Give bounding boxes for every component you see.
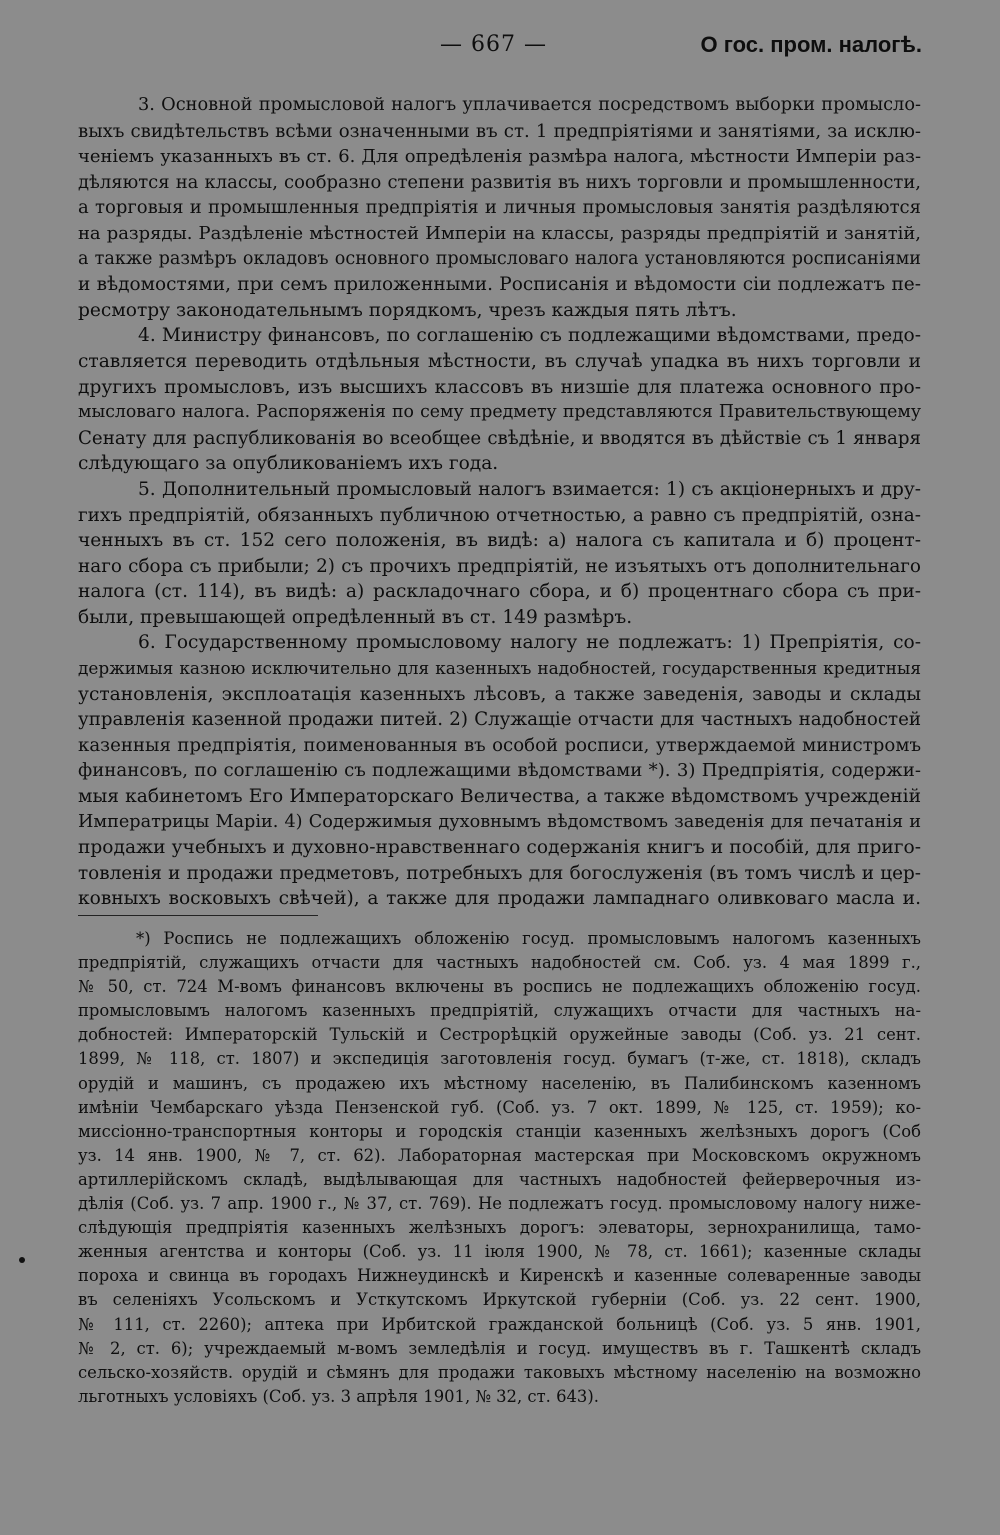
text-line: управленія казенной продажи питей. 2) Служащіе отчасти для частныхъ надобностей xyxy=(78,709,921,731)
footnote-line: дѣлія (Соб. уз. 7 апр. 1900 г., № 37, ст. 769). Не подлежатъ госуд. промысловому налогу ниже- xyxy=(78,1194,921,1214)
footnote-line: № 50, ст. 724 М-вомъ финансовъ включены въ роспись не подлежащихъ обложенію госуд. xyxy=(78,977,921,997)
text-line: а также размѣръ окладовъ основного промысловаго налога установляются росписаніями xyxy=(78,248,921,269)
text-line: налога (ст. 114), въ видѣ: а) раскладочнаго сбора, и б) процентнаго сбора съ при- xyxy=(78,581,921,603)
footnote-line: № 2, ст. 6); учреждаемый м-вомъ земледѣлія и госуд. имуществъ въ г. Ташкентѣ складъ xyxy=(78,1338,921,1358)
text-line: финансовъ, по соглашенію съ подлежащими вѣдомствами *). 3) Предпріятія, содержи- xyxy=(78,760,921,782)
footnote-line: добностей: Императорскій Тульскій и Сестрорѣцкій оружейные заводы (Соб. уз. 21 сент. xyxy=(78,1025,921,1045)
footnote-line: орудій и машинъ, съ продажею ихъ мѣстному населенію, въ Палибинскомъ казенномъ xyxy=(78,1073,921,1093)
text-line: выхъ свидѣтельствъ всѣми означенными въ ст. 1 предпріятіями и занятіями, за исклю- xyxy=(78,120,921,142)
footnote-line: сельско-хозяйств. орудій и сѣмянъ для продажи таковыхъ мѣстному населенію на возможно xyxy=(78,1362,921,1382)
footnote-line: артиллерійскомъ складѣ, выдѣлывающая для частныхъ надобностей фейерверочныя из- xyxy=(78,1169,921,1189)
text-line: другихъ промысловъ, изъ высшихъ классовъ въ низшіе для платежа основного про- xyxy=(78,376,921,398)
footnote-line: слѣдующія предпріятія казенныхъ желѣзныхъ дорогъ: элеваторы, зернохранилища, тамо- xyxy=(78,1218,921,1238)
text-line: на разряды. Раздѣленіе мѣстностей Имперіи на классы, разряды предпріятій и занятій, xyxy=(78,222,921,244)
text-line: 4. Министру финансовъ, по соглашенію съ подлежащими вѣдомствами, предо- xyxy=(138,325,921,347)
text-line: Императрицы Маріи. 4) Содержимыя духовнымъ вѣдомствомъ заведенія для печатанія и xyxy=(78,811,921,832)
footnote-line: предпріятій, служащихъ отчасти для частныхъ надобностей см. Соб. уз. 4 мая 1899 г., xyxy=(78,953,921,973)
footnote-line: уз. 14 янв. 1900, № 7, ст. 62). Лабораторная мастерская при Московскомъ окружномъ xyxy=(78,1145,921,1165)
text-line: держимыя казною исключительно для казенныхъ надобностей, государственныя кредитныя xyxy=(78,658,921,679)
text-line: наго сбора съ прибыли; 2) съ прочихъ предпріятій, не изъятыхъ отъ дополнительнаго xyxy=(78,555,921,577)
footnote-line: *) Роспись не подлежащихъ обложенію госуд. промысловымъ налогомъ казенныхъ xyxy=(136,929,921,948)
footnote-line: пороха и свинца въ городахъ Нижнеудинскѣ и Киренскѣ и казенные солеваренные заводы xyxy=(78,1266,921,1286)
footnote-line: миссіонно-транспортныя конторы и городскія станціи казенныхъ желѣзныхъ дорогъ (Соб xyxy=(78,1121,921,1141)
text-line: гихъ предпріятій, обязанныхъ публичною отчетностью, а равно съ предпріятій, озна- xyxy=(78,504,921,526)
text-line: мыя кабинетомъ Его Императорскаго Величества, а также вѣдомствомъ учрежденій xyxy=(78,786,921,808)
footnote-rule xyxy=(78,915,318,916)
text-line: Сенату для распубликованія во всеобщее свѣдѣніе, и вводятся въ дѣйствіе съ 1 января xyxy=(78,427,921,449)
text-line: ченіемъ указанныхъ въ ст. 6. Для опредѣленія размѣра налога, мѣстности Имперіи раз- xyxy=(78,146,921,168)
text-line: товленія и продажи предметовъ, потребныхъ для богослуженія (въ томъ числѣ и цер- xyxy=(78,862,921,884)
running-head: О гос. пром. налогѣ. xyxy=(700,32,922,57)
text-line: ковныхъ восковыхъ свѣчей), а также для продажи лампаднаго оливковаго масла и. xyxy=(78,888,921,910)
text-line: ресмотру законодательнымъ порядкомъ, чрезъ каждыя пять лѣтъ. xyxy=(78,299,737,321)
text-line: ченныхъ въ ст. 152 сего положенія, въ видѣ: а) налога съ капитала и б) процент- xyxy=(78,530,921,552)
text-line: продажи учебныхъ и духовно-нравственнаго содержанія книгъ и пособій, для приго- xyxy=(78,837,921,859)
text-line: установленія, эксплоатація казенныхъ лѣсовъ, а также заведенія, заводы и склады xyxy=(78,683,921,705)
text-line: слѣдующаго за опубликованіемъ ихъ года. xyxy=(78,453,499,475)
text-line: 3. Основной промысловой налогъ уплачивается посредствомъ выборки промысло- xyxy=(138,95,921,115)
text-line: ставляется переводить отдѣльныя мѣстности, въ случаѣ упадка въ нихъ торговли и xyxy=(78,350,921,372)
text-line: были, превышающей опредѣленный въ ст. 149 размѣръ. xyxy=(78,606,633,628)
footnote-line: № 111, ст. 2260); аптека при Ирбитской гражданской больницѣ (Соб. уз. 5 янв. 1901, xyxy=(78,1314,921,1334)
footnote-line: 1899, № 118, ст. 1807) и экспедиція заготовленія госуд. бумагъ (т-же, ст. 1818), складъ xyxy=(78,1049,921,1069)
text-line: казенныя предпріятія, поименованныя въ особой росписи, утверждаемой министромъ xyxy=(78,734,921,756)
text-line: а торговыя и промышленныя предпріятія и личныя промысловыя занятія раздѣляются xyxy=(78,197,921,219)
main-text xyxy=(78,93,921,912)
page-header xyxy=(0,30,1000,64)
footnote-line: женныя агентства и конторы (Соб. уз. 11 іюля 1900, № 78, ст. 1661); казенные склады xyxy=(78,1242,921,1262)
footnote-line: въ селеніяхъ Усольскомъ и Усткутскомъ Иркутской губерніи (Соб. уз. 22 сент. 1900, xyxy=(78,1290,921,1310)
text-line: и вѣдомостями, при семъ приложенными. Росписанія и вѣдомости сіи подлежатъ пе- xyxy=(78,274,921,296)
text-line: 6. Государственному промысловому налогу не подлежатъ: 1) Препріятія, со- xyxy=(138,632,921,654)
page-number: — 667 — xyxy=(440,32,547,57)
footnote-line: льготныхъ условіяхъ (Соб. уз. 3 апрѣля 1901, № 32, ст. 643). xyxy=(78,1386,599,1406)
footnote-line: имѣніи Чембарскаго уѣзда Пензенской губ. (Соб. уз. 7 окт. 1899, № 125, ст. 1959); ко- xyxy=(78,1097,921,1117)
text-line: мысловаго налога. Распоряженія по сему предмету представляются Правительствующему xyxy=(78,402,921,423)
text-line: 5. Дополнительный промысловый налогъ взимается: 1) съ акціонерныхъ и дру- xyxy=(138,478,921,500)
footnote xyxy=(78,927,921,1409)
footnote-line: промысловымъ налогомъ казенныхъ предпріятій, служащихъ отчасти для частныхъ на- xyxy=(78,1001,921,1021)
text-line: дѣляются на классы, сообразно степени развитія въ нихъ торговли и промышленности, xyxy=(78,171,921,193)
margin-dot xyxy=(19,1257,25,1263)
